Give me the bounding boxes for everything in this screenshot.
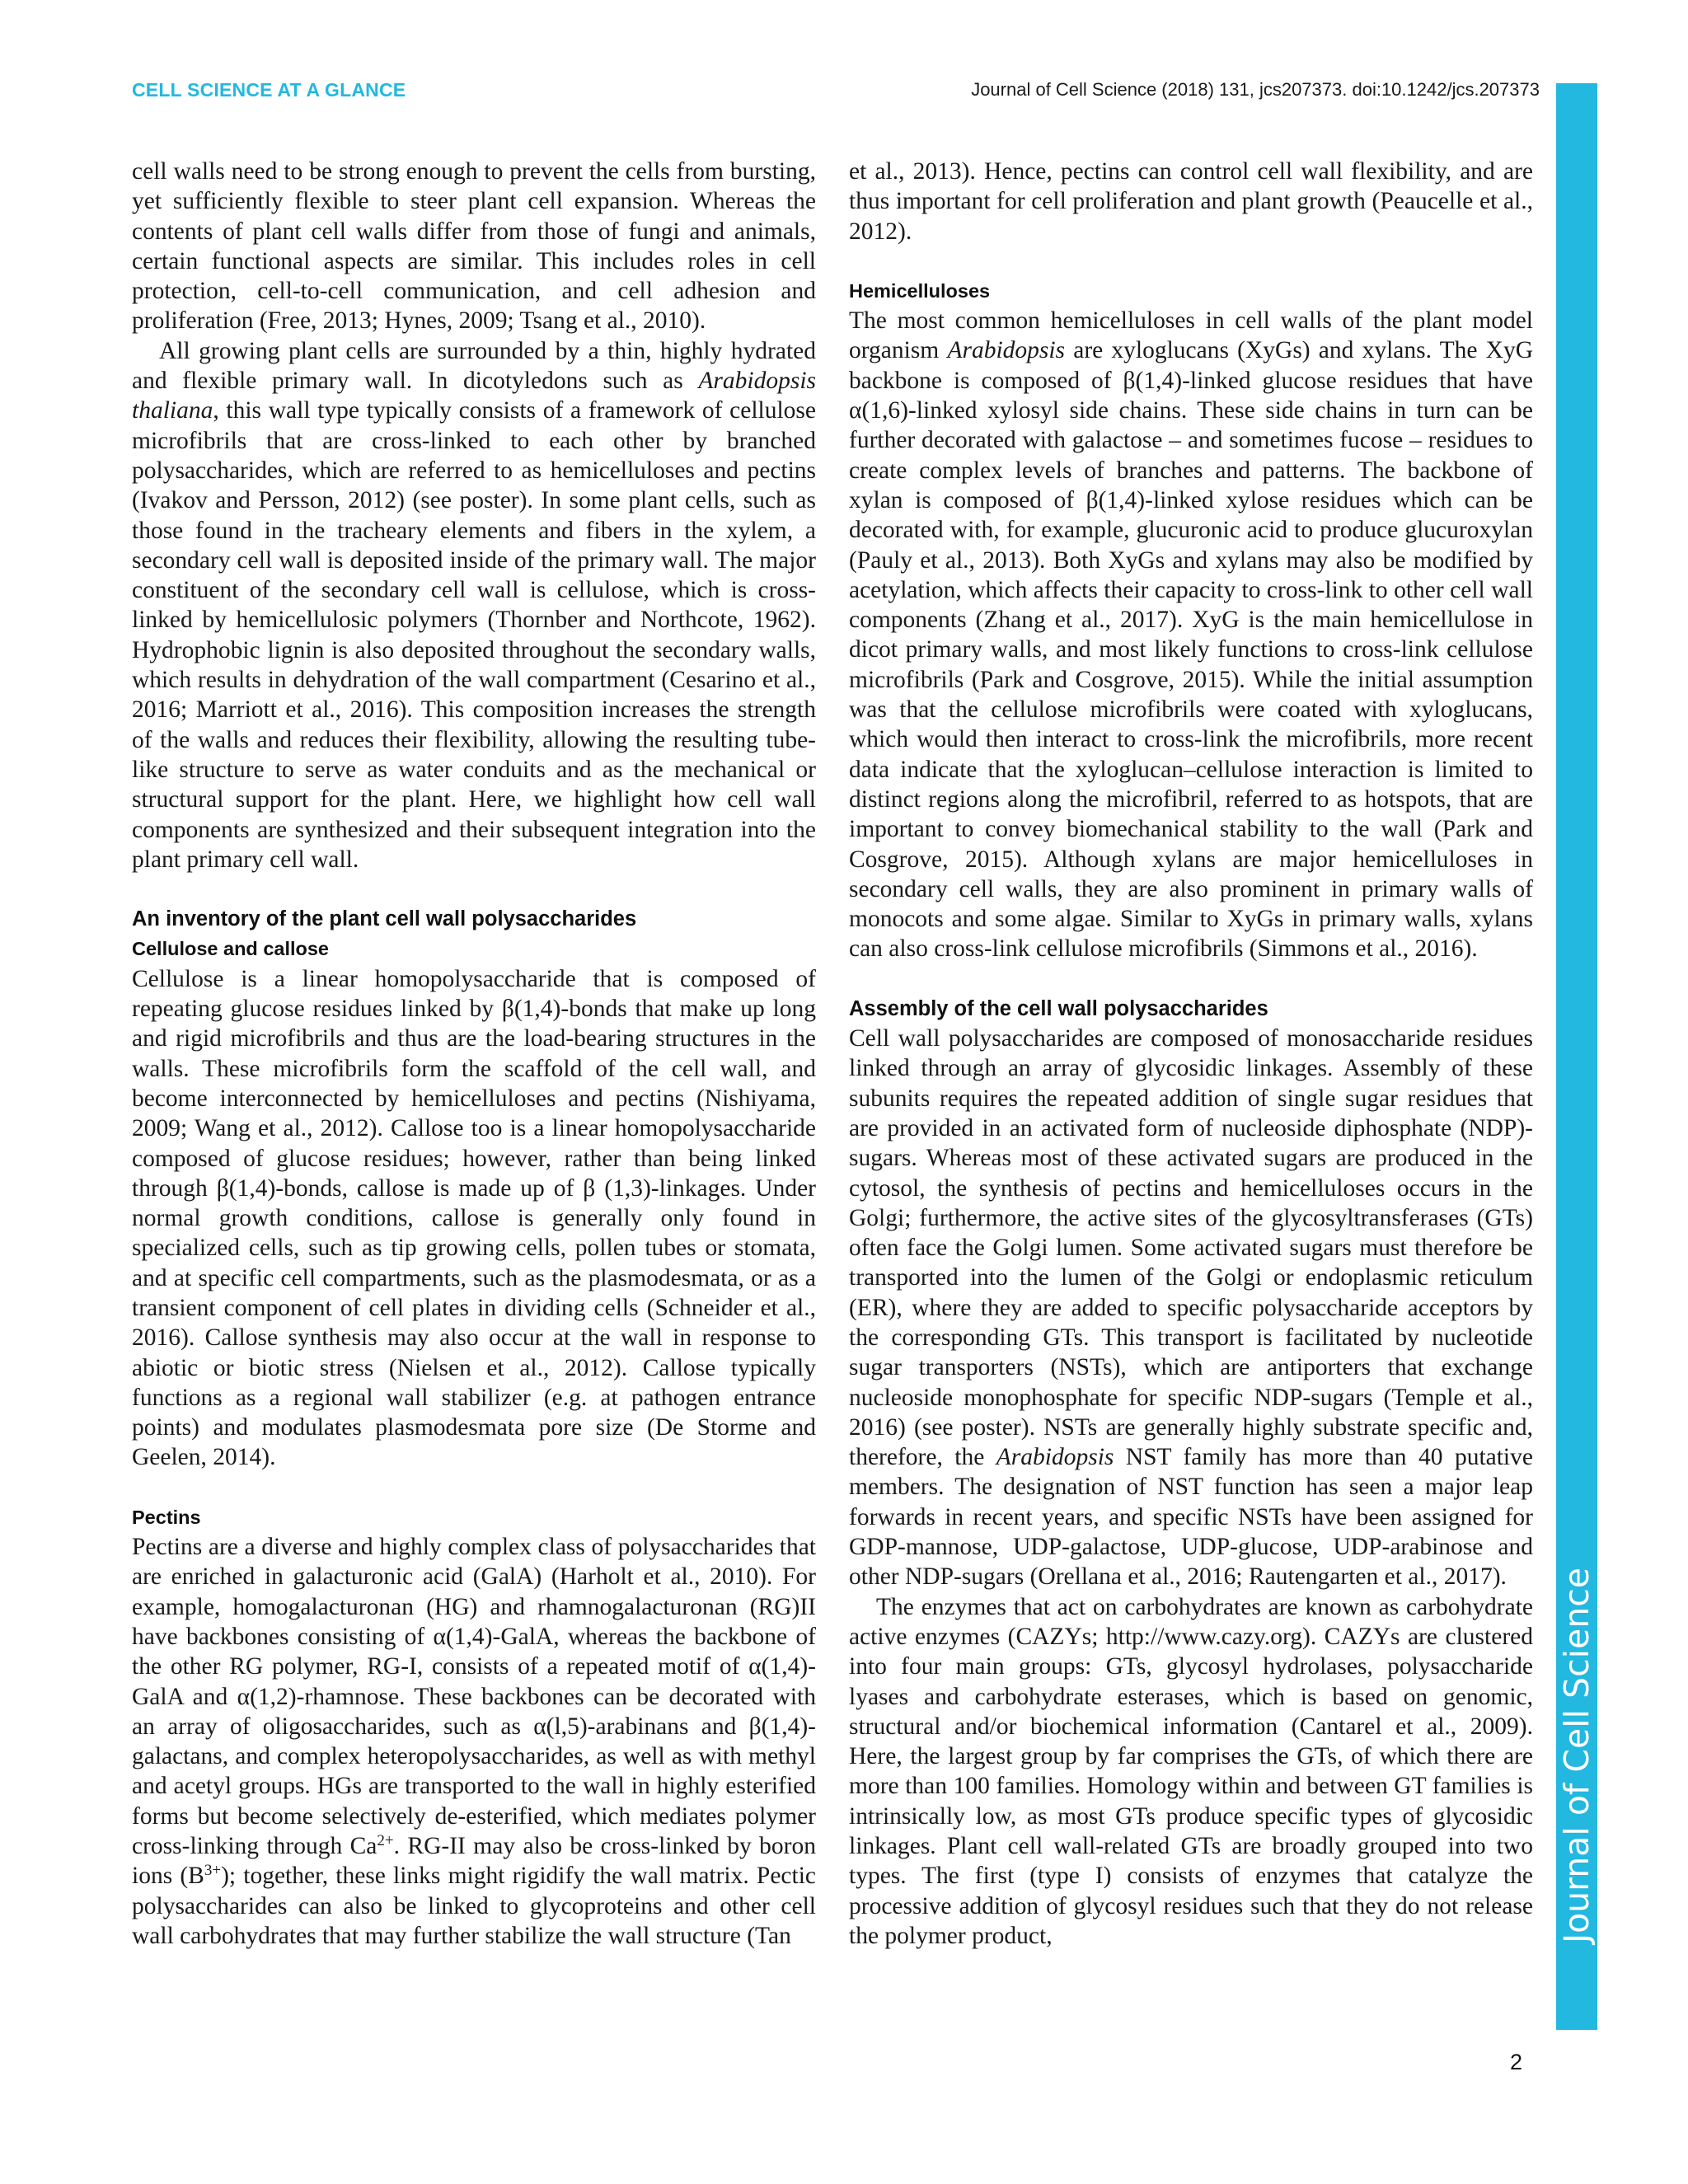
journal-side-band-text: Journal of Cell Science (1557, 1568, 1597, 1943)
assembly-paragraph-2: The enzymes that act on carbohydrates are known as carbohydrate active enzymes (CAZYs; http://www.cazy.org). CAZYs are clustered into four main groups: GTs, glycosyl hydrolases, polysaccharide lyases and carbohydrate esterases, which is based on genomic, structural and/or biochemical information (Cantarel et al., 2009). Here, the largest group by far comprises the GTs, of which there are more than 100 families. Homology within and between GT families is intrinsically low, as most GTs produce specific types of glycosidic linkages. Plant cell wall-related GTs are broadly grouped into two types. The first (type I) consists of enzymes that catalyze the processive addition of glycosyl residues such that they do not release the polymer product, (849, 1593, 1533, 1949)
intro-paragraph-1: cell walls need to be strong enough to prevent the cells from bursting, yet sufficiently flexible to steer plant cell expansion. Whereas the contents of plant cell walls differ from those of fungi and animals, certain functional aspects are similar. This includes roles in cell protection, cell-to-cell communication, and cell adhesion and proliferation (Free, 2013; Hynes, 2009; Tsang et al., 2010). (132, 158, 816, 335)
section-gap (132, 1473, 816, 1502)
cellulose-heading: Cellulose and callose (132, 938, 330, 960)
cellulose-paragraph: Cellulose is a linear homopolysaccharide that is composed of repeating glucose residues linked by β(1,4)-bonds that make up long and rigid microfibrils and thus are the load-bearing structures in the walls. These microfibrils form the scaffold of the cell wall, and become interconnected by hemicelluloses and pectins (Nishiyama, 2009; Wang et al., 2012). Callose too is a linear homopolysaccharide composed of glucose residues; however, rather than being linked through β(1,4)-bonds, callose is made up of β (1,3)-linkages. Under normal growth conditions, callose is generally only found in specialized cells, such as tip growing cells, pollen tubes or stomata, and at specific cell compartments, such as the plasmodesmata, or as a transient component of cell plates in dividing cells (Schneider et al., 2016). Callose synthesis may also occur at the wall in response to abiotic or biotic stress (Nielsen et al., 2012). Callose typically functions as a regional wall stabilizer (e.g. at pathogen entrance points) and modulates plasmodesmata pore size (De Storme and Geelen, 2014). (132, 965, 816, 1471)
intro-p2-text-a: All growing plant cells are surrounded by a thin, highly hydrated and flexible primary wall. In dicotyledons such as (132, 337, 816, 395)
hemicelluloses-heading: Hemicelluloses (849, 279, 991, 302)
section-gap (849, 964, 1533, 994)
left-column (132, 157, 816, 1951)
section-label: CELL SCIENCE AT A GLANCE (132, 79, 406, 101)
journal-citation: Journal of Cell Science (2018) 131, jcs207373. doi:10.1242/jcs.207373 (971, 79, 1540, 100)
hemicelluloses-paragraph (849, 306, 1533, 964)
boron-charge: 3+ (204, 1862, 222, 1880)
section-gap (849, 246, 1533, 276)
pectins-text-c: ); together, these links might rigidify the wall matrix. Pectic polysaccharides can also be linked to glycoproteins and other cell wall carbohydrates that may further stabilize the wall structure (Tan (132, 1863, 816, 1949)
pectins-paragraph (132, 1532, 816, 1951)
calcium-charge: 2+ (377, 1832, 394, 1850)
assembly-heading: Assembly of the cell wall polysaccharides (849, 996, 1268, 1020)
assembly-text-b: NST family has more than 40 putative members. The designation of NST function has seen a major leap forwards in recent years, and specific NSTs have been assigned for GDP-mannose, UDP-galactose, UDP-glucose, UDP-arabinose and other NDP-sugars (Orellana et al., 2016; Rautengarten et al., 2017). (849, 1444, 1533, 1591)
intro-p2-text-b: , this wall type typically consists of a framework of cellulose microfibrils that are cross-linked to each other by branched polysaccharides, which are referred to as hemicelluloses and pectins (Ivakov and Persson, 2012) (see poster). In some plant cells, such as those found in the tracheary elements and fibers in the xylem, a secondary cell wall is deposited inside of the primary wall. The major constituent of the secondary cell wall is cellulose, which is cross-linked by hemicellulosic polymers (Thornber and Northcote, 1962). Hydrophobic lignin is also deposited throughout the secondary walls, which results in dehydration of the wall compartment (Cesarino et al., 2016; Marriott et al., 2016). This composition increases the strength of the walls and reduces their flexibility, allowing the resulting tube-like structure to serve as water conduits and as the mechanical or structural support for the plant. Here, we highlight how cell wall components are synthesized and their subsequent integration into the plant primary cell wall. (132, 397, 816, 873)
section-gap (132, 874, 816, 904)
hemi-species: Arabidopsis (947, 337, 1066, 364)
assembly-text-a: Cell wall polysaccharides are composed of monosaccharide residues linked through an array of glycosidic linkages. Assembly of these subunits requires the repeated addition of single sugar residues that are provided in an activated form of nucleoside diphosphate (NDP)-sugars. Whereas most of these activated sugars are produced in the cytosol, the synthesis of pectins and hemicelluloses occurs in the Golgi; furthermore, the active sites of the glycosyltransferases (GTs) often face the Golgi lumen. Some activated sugars must therefore be transported into the lumen of the Golgi or endoplasmic reticulum (ER), where they are added to specific polysaccharide acceptors by the corresponding GTs. This transport is facilitated by nucleotide sugar transporters (NSTs), which are antiporters that exchange nucleoside monophosphate for specific NDP-sugars (Temple et al., 2016) (see poster). NSTs are generally highly substrate specific and, therefore, the (849, 1025, 1533, 1471)
hemi-text-a: The most common hemicelluloses in cell walls of the plant model organism (849, 307, 1533, 364)
pectins-text-a: Pectins are a diverse and highly complex class of polysaccharides that are enriched in galacturonic acid (GalA) (Harholt et al., 2010). For example, homogalacturonan (HG) and rhamnogalacturonan (RG)II have backbones consisting of α(1,4)-GalA, whereas the backbone of the other RG polymer, RG-I, consists of a repeated motif of α(1,4)-GalA and α(1,2)-rhamnose. These backbones can be decorated with an array of oligosaccharides, such as α(l,5)-arabinans and β(1,4)-galactans, and complex heteropolysaccharides, as well as with methyl and acetyl groups. HGs are transported to the wall in highly esterified forms but become selectively de-esterified, which mediates polymer cross-linking through Ca (132, 1534, 816, 1860)
assembly-species: Arabidopsis (996, 1444, 1114, 1471)
inventory-heading: An inventory of the plant cell wall polysaccharides (132, 907, 637, 931)
page-number: 2 (1510, 2050, 1523, 2074)
intro-paragraph-2 (132, 336, 816, 874)
hemi-text-b: are xyloglucans (XyGs) and xylans. The XyG backbone is composed of β(1,4)-linked glucose residues that have α(1,6)-linked xylosyl side chains. These side chains in turn can be further decorated with galactose – and sometimes fucose – residues to create complex levels of branches and patterns. The backbone of xylan is composed of β(1,4)-linked xylose residues which can be decorated with, for example, glucuronic acid to produce glucuroxylan (Pauly et al., 2013). Both XyGs and xylans may also be modified by acetylation, which affects their capacity to cross-link to other cell wall components (Zhang et al., 2017). XyG is the main hemicellulose in dicot primary walls, and most likely functions to cross-link cellulose microfibrils (Park and Cosgrove, 2015). While the initial assumption was that the cellulose microfibrils were coated with xyloglucans, which would then interact to cross-link the microfibrils, more recent data indicate that the xyloglucan–cellulose interaction is limited to distinct regions along the microfibril, referred to as hotspots, that are important to convey biomechanical stability to the wall (Park and Cosgrove, 2015). Although xylans are major hemicelluloses in secondary cell walls, they are also prominent in primary walls of monocots and some algae. Similar to XyGs in primary walls, xylans can also cross-link cellulose microfibrils (Simmons et al., 2016). (849, 337, 1533, 963)
pectins-text-b: . RG-II may also be cross-linked by boron ions (B (132, 1833, 816, 1890)
right-column (849, 157, 1533, 1951)
intro-p2-species: Arabidopsis thaliana (132, 368, 816, 424)
pectins-continued-paragraph: et al., 2013). Hence, pectins can control cell wall flexibility, and are thus important for cell proliferation and plant growth (Peaucelle et al., 2012). (849, 158, 1533, 245)
assembly-paragraph-1 (849, 1024, 1533, 1592)
pectins-heading: Pectins (132, 1506, 201, 1528)
